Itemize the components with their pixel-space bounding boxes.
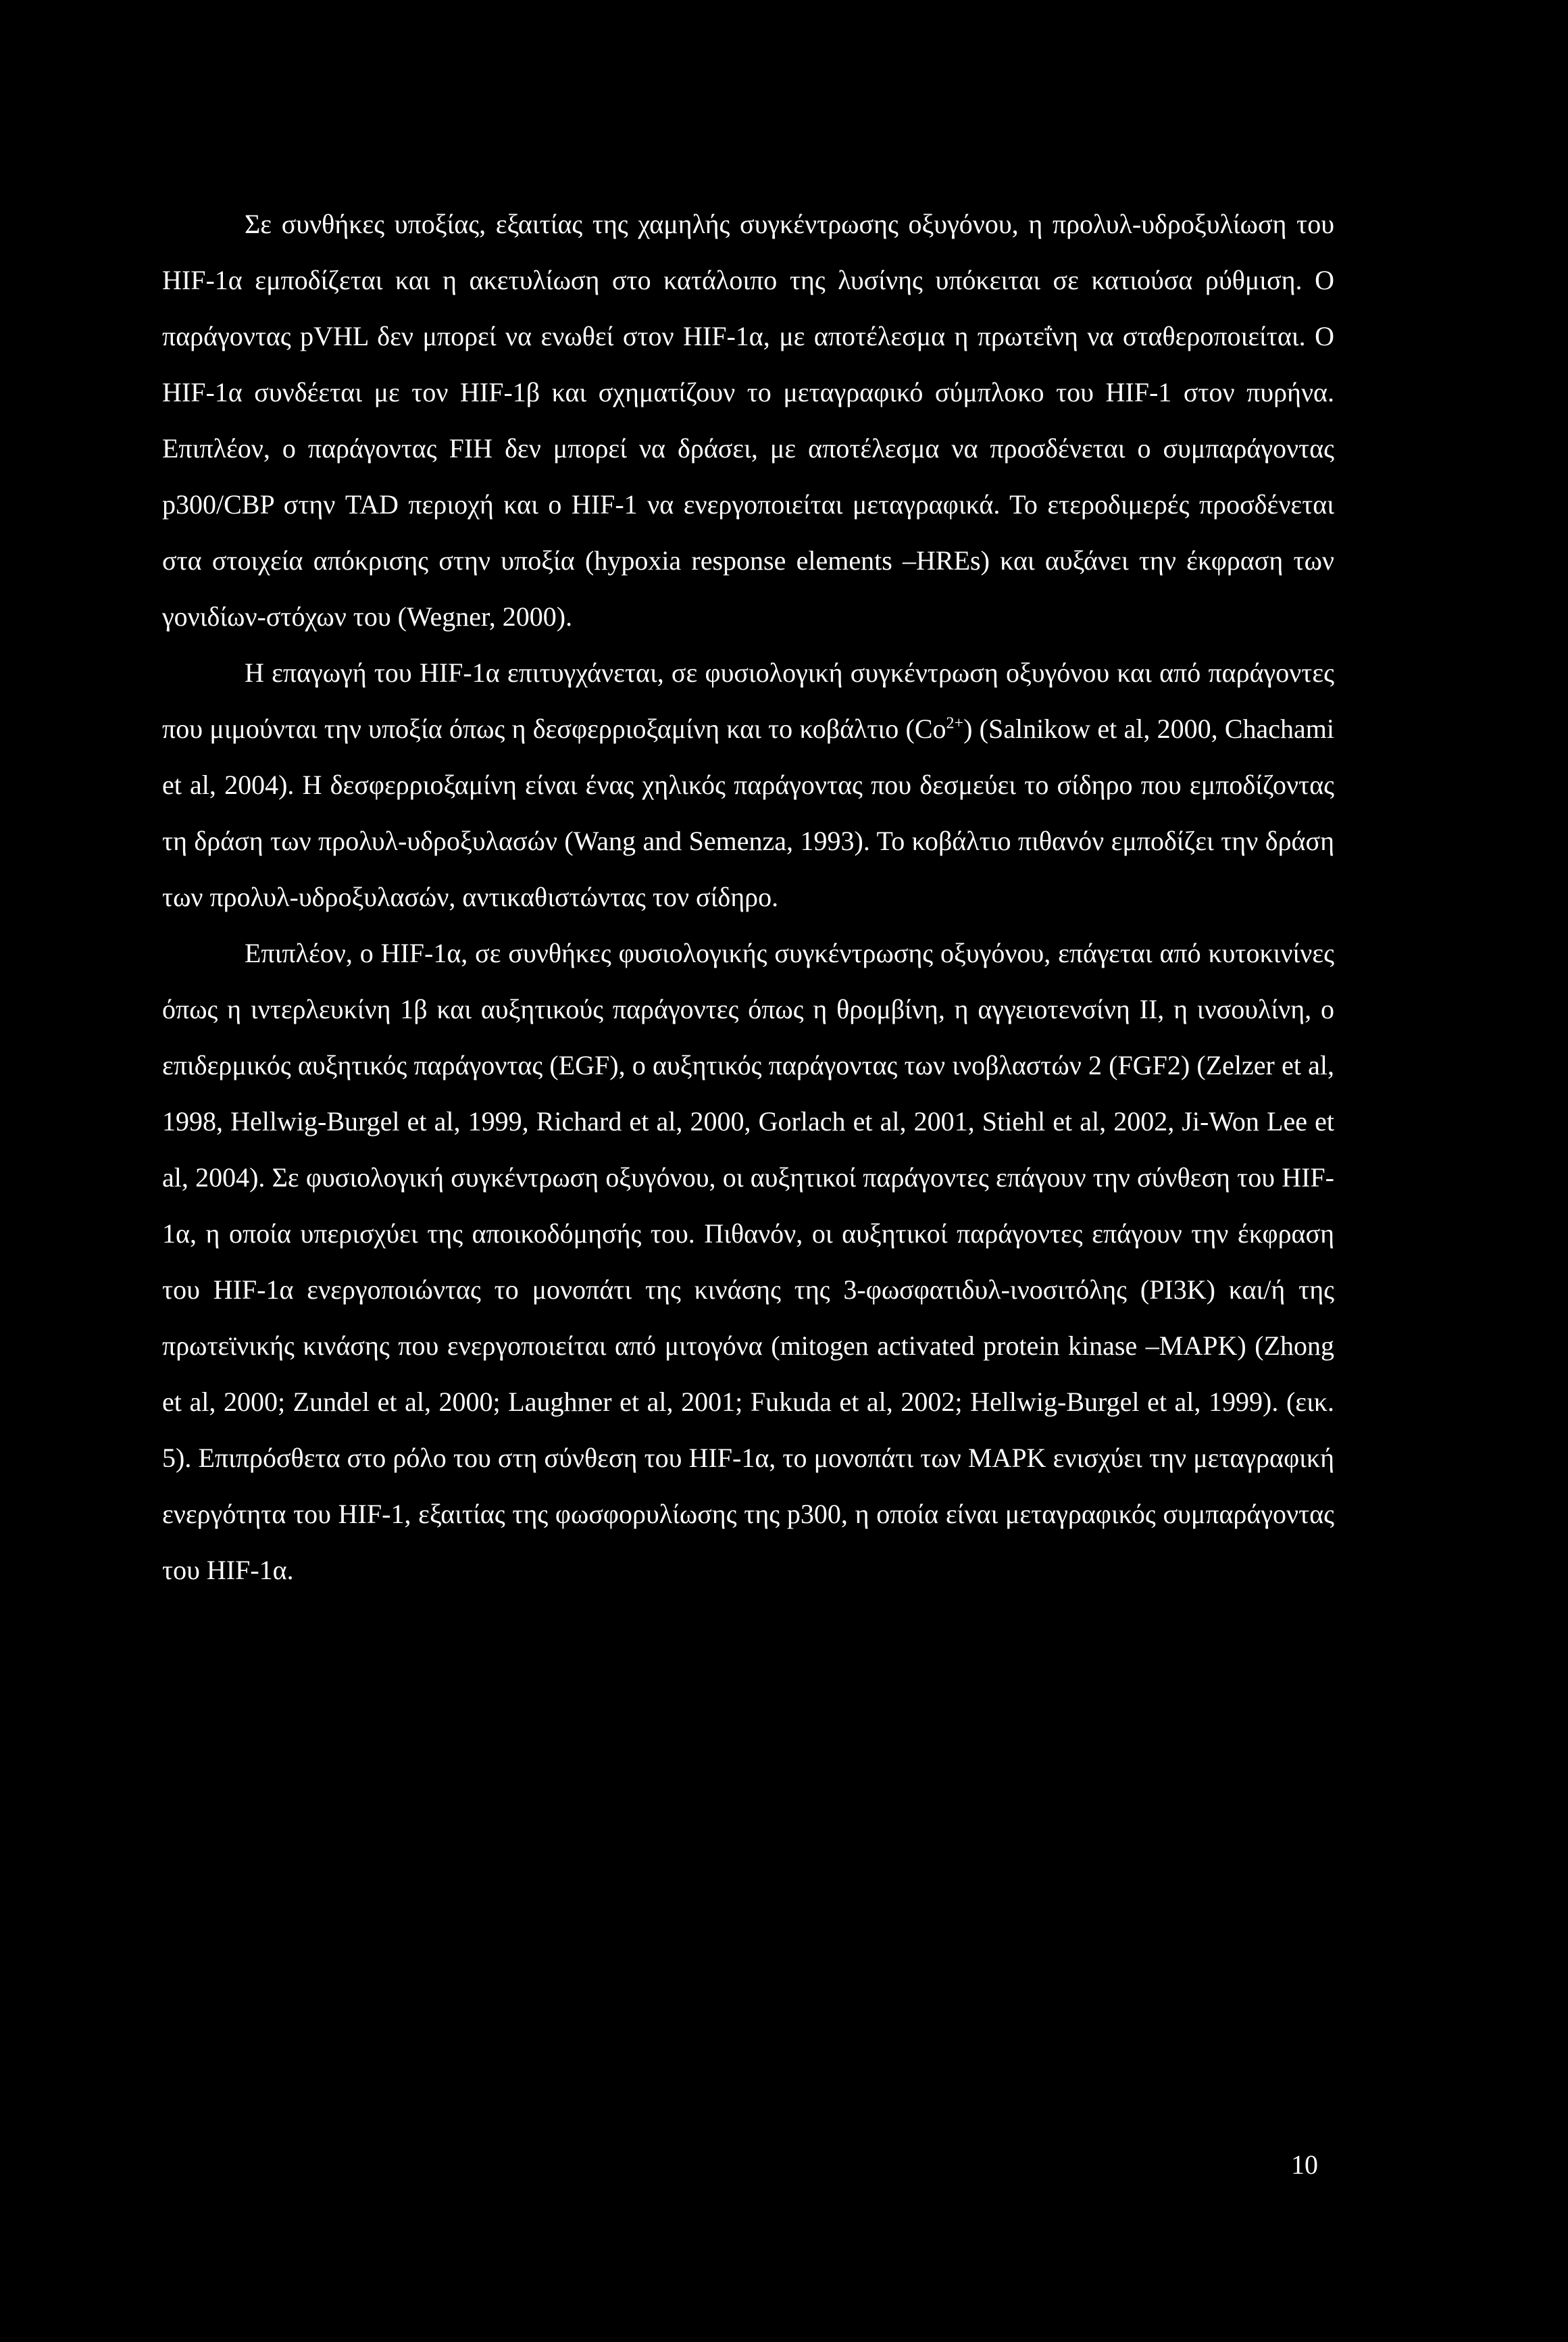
paragraph-hif-induction-part2: ) (Salnikow et al, 2000, Chachami et al, 2004). Η δεσφερριοξαμίνη είναι ένας χηλικός παράγοντας που δεσμεύει το σίδηρο που εμποδίζοντας τη δράση των προλυλ-υδροξυλασών (Wang and Semenza, 1993). Το κοβάλτιο πιθανόν εμποδίζει την δράση των προλυλ-υδροξυλασών, αντικαθιστώντας τον σίδηρο. bbox=[162, 714, 1335, 912]
paragraph-hif-induction-part1: Η επαγωγή του HIF-1α επιτυγχάνεται, σε φυσιολογική συγκέντρωση οξυγόνου και από παράγοντες που μιμούνται την υποξία όπως η δεσφερριοξαμίνη και το κοβάλτιο (Co bbox=[162, 657, 1334, 744]
paragraph-hypoxia-mechanism: Σε συνθήκες υποξίας, εξαιτίας της χαμηλής συγκέντρωσης οξυγόνου, η προλυλ-υδροξυλίωση του HIF-1α εμποδίζεται και η ακετυλίωση στο κατάλοιπο της λυσίνης υπόκειται σε κατιούσα ρύθμιση. Ο παράγοντας pVHL δεν μπορεί να ενωθεί στον HIF-1α, με αποτέλεσμα η πρωτεΐνη να σταθεροποιείται. Ο HIF-1α συνδέεται με τον HIF-1β και σχηματίζουν το μεταγραφικό σύμπλοκο του HIF-1 στον πυρήνα. Επιπλέον, ο παράγοντας FIH δεν μπορεί να δράσει, με αποτέλεσμα να προσδένεται ο συμπαράγοντας p300/CBP στην TAD περιοχή και ο HIF-1 να ενεργοποιείται μεταγραφικά. Το ετεροδιμερές προσδένεται στα στοιχεία απόκρισης στην υποξία (hypoxia response elements –HREs) και αυξάνει την έκφραση των γονιδίων-στόχων του (Wegner, 2000). bbox=[162, 209, 1334, 632]
paragraph-hif-induction bbox=[162, 645, 1334, 925]
paragraph-growth-factors: Επιπλέον, ο HIF-1α, σε συνθήκες φυσιολογικής συγκέντρωσης οξυγόνου, επάγεται από κυτοκινίνες όπως η ιντερλευκίνη 1β και αυξητικούς παράγοντες όπως η θρομβίνη, η αγγειοτενσίνη ΙΙ, η ινσουλίνη, ο επιδερμικός αυξητικός παράγοντας (EGF), ο αυξητικός παράγοντας των ινοβλαστών 2 (FGF2) (Zelzer et al, 1998, Hellwig-Burgel et al, 1999, Richard et al, 2000, Gorlach et al, 2001, Stiehl et al, 2002, Ji-Won Lee et al, 2004). Σε φυσιολογική συγκέντρωση οξυγόνου, οι αυξητικοί παράγοντες επάγουν την σύνθεση του HIF-1α, η οποία υπερισχύει της αποικοδόμησής του. Πιθανόν, οι αυξητικοί παράγοντες επάγουν την έκφραση του HIF-1α ενεργοποιώντας το μονοπάτι της κινάσης της 3-φωσφατιδυλ-ινοσιτόλης (PI3K) και/ή της πρωτεϊνικής κινάσης που ενεργοποιείται από μιτογόνα (mitogen activated protein kinase –MAPK) (Zhong et al, 2000; Zundel et al, 2000; Laughner et al, 2001; Fukuda et al, 2002; Hellwig-Burgel et al, 1999). (εικ. 5). Επιπρόσθετα στο ρόλο του στη σύνθεση του HIF-1α, το μονοπάτι των MAPK ενισχύει την μεταγραφική ενεργότητα του HIF-1, εξαιτίας της φωσφορυλίωσης της p300, η οποία είναι μεταγραφικός συμπαράγοντας του HIF-1α. bbox=[162, 938, 1334, 1585]
page-number: 10 bbox=[1291, 2149, 1318, 2180]
body-text bbox=[162, 196, 1334, 1598]
cobalt-charge-superscript: 2+ bbox=[946, 714, 964, 732]
